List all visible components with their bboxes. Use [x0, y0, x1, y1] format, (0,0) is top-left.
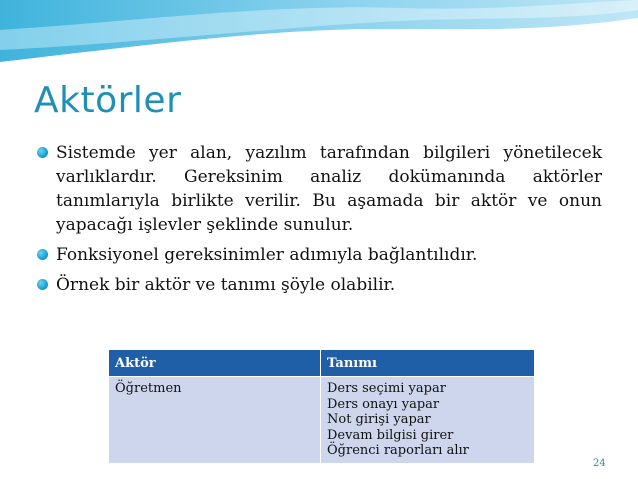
- column-header-actor: Aktör: [109, 350, 321, 377]
- bullet-icon: [37, 249, 48, 260]
- definition-line: Not girişi yapar: [327, 412, 431, 427]
- page-number: 24: [593, 458, 606, 469]
- slide-title: Aktörler: [34, 80, 182, 121]
- bullet-text: Fonksiyonel gereksinimler adımıyla bağlantılıdır.: [56, 245, 478, 265]
- bullet-text: Örnek bir aktör ve tanımı şöyle olabilir.: [56, 275, 396, 295]
- definition-line: Ders seçimi yapar: [327, 381, 446, 396]
- bullet-item: [36, 273, 602, 297]
- actor-table: [108, 349, 535, 464]
- table-row: [109, 377, 535, 464]
- bullet-icon: [37, 279, 48, 290]
- bullet-list: [36, 141, 602, 303]
- bullet-item: [36, 243, 602, 267]
- definition-cell: [321, 377, 535, 464]
- definition-line: Devam bilgisi girer: [327, 427, 454, 443]
- bullet-text: Sistemde yer alan, yazılım tarafından bilgileri yönetilecek varlıklardır. Gereksinim analiz dokümanında aktörler tanımlarıyla birlikte verilir. Bu aşamada bir aktör ve onun yapacağı işlevler şeklinde sunulur.: [56, 143, 602, 235]
- definition-line: Ders onayı yapar: [327, 396, 440, 412]
- bullet-item: [36, 141, 602, 237]
- header-decoration: [0, 0, 638, 75]
- actor-cell: Öğretmen: [109, 377, 321, 464]
- column-header-definition: Tanımı: [321, 350, 535, 377]
- table-header-row: [109, 350, 535, 377]
- bullet-icon: [37, 147, 48, 158]
- definition-line: Öğrenci raporları alır: [327, 443, 469, 458]
